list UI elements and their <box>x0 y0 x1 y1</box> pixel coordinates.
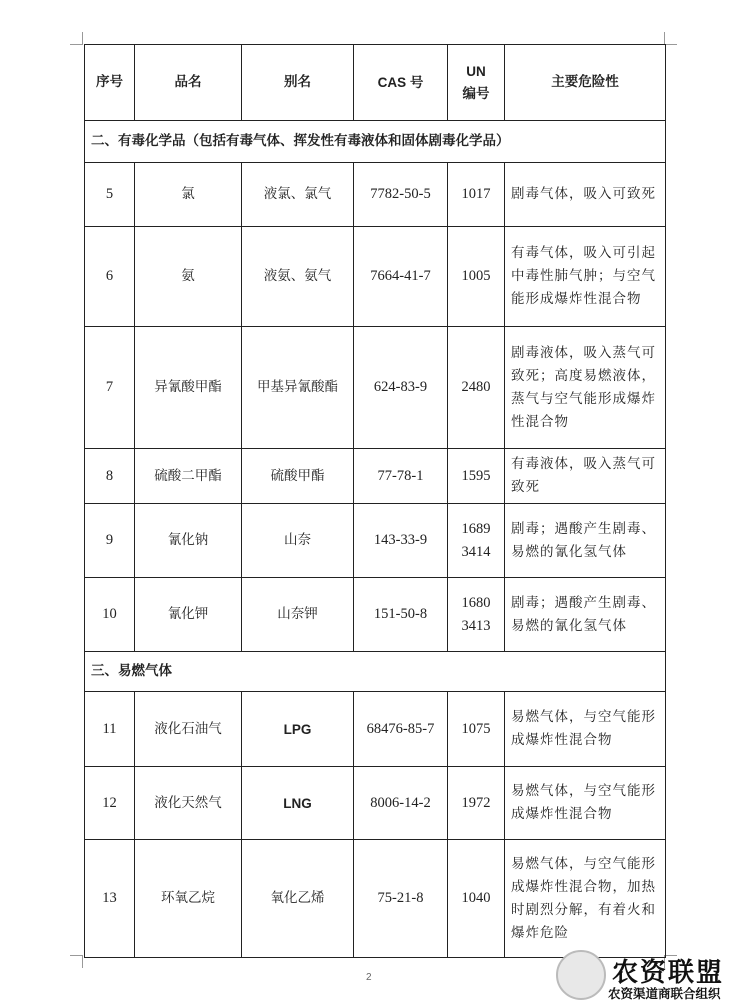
cell-alias: 山奈钾 <box>242 578 354 652</box>
cell-cas: 7782-50-5 <box>354 163 448 227</box>
cell-name: 氰化钠 <box>135 504 242 578</box>
header-un-line2: 编号 <box>462 85 490 102</box>
header-un <box>448 45 505 121</box>
table-header-row <box>85 45 666 121</box>
table-row <box>85 692 666 767</box>
cell-un: 1595 <box>448 449 505 504</box>
section-row <box>85 121 666 163</box>
chemical-table <box>84 44 666 958</box>
cell-cas: 75-21-8 <box>354 840 448 958</box>
cell-seq: 7 <box>85 327 135 449</box>
section-title: 二、有毒化学品（包括有毒气体、挥发性有毒液体和固体剧毒化学品） <box>85 121 666 163</box>
cell-alias: 甲基异氰酸酯 <box>242 327 354 449</box>
table-row <box>85 840 666 958</box>
header-cas-label: CAS 号 <box>377 74 424 90</box>
watermark-subtitle: 农资渠道商联合组织 <box>608 986 721 1001</box>
cell-un-line2: 3413 <box>461 617 491 634</box>
cell-alias: LPG <box>242 692 354 767</box>
cell-seq: 6 <box>85 227 135 327</box>
cell-un: 1005 <box>448 227 505 327</box>
header-hazard: 主要危险性 <box>505 45 666 121</box>
cell-name: 环氧乙烷 <box>135 840 242 958</box>
page-number: 2 <box>366 972 372 983</box>
cell-alias: 硫酸甲酯 <box>242 449 354 504</box>
cell-alias: 氧化乙烯 <box>242 840 354 958</box>
cell-un-line2: 3414 <box>461 543 491 560</box>
cell-un <box>448 578 505 652</box>
table-row <box>85 163 666 227</box>
cell-un <box>448 504 505 578</box>
cell-seq: 13 <box>85 840 135 958</box>
cell-seq: 5 <box>85 163 135 227</box>
cell-hazard: 剧毒气体，吸入可致死 <box>505 163 666 227</box>
cell-seq: 8 <box>85 449 135 504</box>
cell-name: 氰化钾 <box>135 578 242 652</box>
cell-cas: 7664-41-7 <box>354 227 448 327</box>
cell-name: 硫酸二甲酯 <box>135 449 242 504</box>
watermark <box>552 946 746 1002</box>
cell-hazard: 易燃气体，与空气能形成爆炸性混合物 <box>505 767 666 840</box>
cell-seq: 9 <box>85 504 135 578</box>
cell-seq: 11 <box>85 692 135 767</box>
cell-un: 1040 <box>448 840 505 958</box>
cell-alias: 液氯、氯气 <box>242 163 354 227</box>
cell-name: 氨 <box>135 227 242 327</box>
cell-hazard: 剧毒；遇酸产生剧毒、易燃的氰化氢气体 <box>505 578 666 652</box>
cell-name: 异氰酸甲酯 <box>135 327 242 449</box>
section-title: 三、易燃气体 <box>85 652 666 692</box>
cell-un: 1972 <box>448 767 505 840</box>
header-seq: 序号 <box>85 45 135 121</box>
cell-hazard: 剧毒；遇酸产生剧毒、易燃的氰化氢气体 <box>505 504 666 578</box>
cell-un-line1: 1689 <box>461 520 491 537</box>
section-row <box>85 652 666 692</box>
cell-hazard: 有毒液体，吸入蒸气可致死 <box>505 449 666 504</box>
table-row <box>85 504 666 578</box>
cell-hazard: 易燃气体，与空气能形成爆炸性混合物 <box>505 692 666 767</box>
cell-un-line1: 1680 <box>461 594 491 611</box>
cell-alias: LNG <box>242 767 354 840</box>
crop-mark-bottom-left <box>70 955 83 968</box>
cell-cas: 624-83-9 <box>354 327 448 449</box>
cell-cas: 68476-85-7 <box>354 692 448 767</box>
cell-seq: 10 <box>85 578 135 652</box>
table-row <box>85 227 666 327</box>
header-name: 品名 <box>135 45 242 121</box>
cell-hazard: 易燃气体，与空气能形成爆炸性混合物，加热时剧烈分解，有着火和爆炸危险 <box>505 840 666 958</box>
watermark-logo-icon <box>556 950 606 1000</box>
cell-hazard: 剧毒液体，吸入蒸气可致死；高度易燃液体，蒸气与空气能形成爆炸性混合物 <box>505 327 666 449</box>
cell-alias: 液氨、氨气 <box>242 227 354 327</box>
header-alias: 别名 <box>242 45 354 121</box>
table-row <box>85 449 666 504</box>
cell-alias: 山奈 <box>242 504 354 578</box>
cell-cas: 143-33-9 <box>354 504 448 578</box>
cell-un: 1017 <box>448 163 505 227</box>
cell-hazard: 有毒气体，吸入可引起中毒性肺气肿；与空气能形成爆炸性混合物 <box>505 227 666 327</box>
cell-cas: 77-78-1 <box>354 449 448 504</box>
header-un-line1: UN <box>466 63 486 79</box>
cell-un: 2480 <box>448 327 505 449</box>
cell-name: 氯 <box>135 163 242 227</box>
cell-cas: 151-50-8 <box>354 578 448 652</box>
table-row <box>85 578 666 652</box>
watermark-title: 农资联盟 <box>612 958 725 988</box>
header-cas <box>354 45 448 121</box>
crop-mark-top-left <box>70 32 83 45</box>
cell-seq: 12 <box>85 767 135 840</box>
table-row <box>85 767 666 840</box>
cell-name: 液化天然气 <box>135 767 242 840</box>
cell-cas: 8006-14-2 <box>354 767 448 840</box>
cell-un: 1075 <box>448 692 505 767</box>
cell-name: 液化石油气 <box>135 692 242 767</box>
table-row <box>85 327 666 449</box>
